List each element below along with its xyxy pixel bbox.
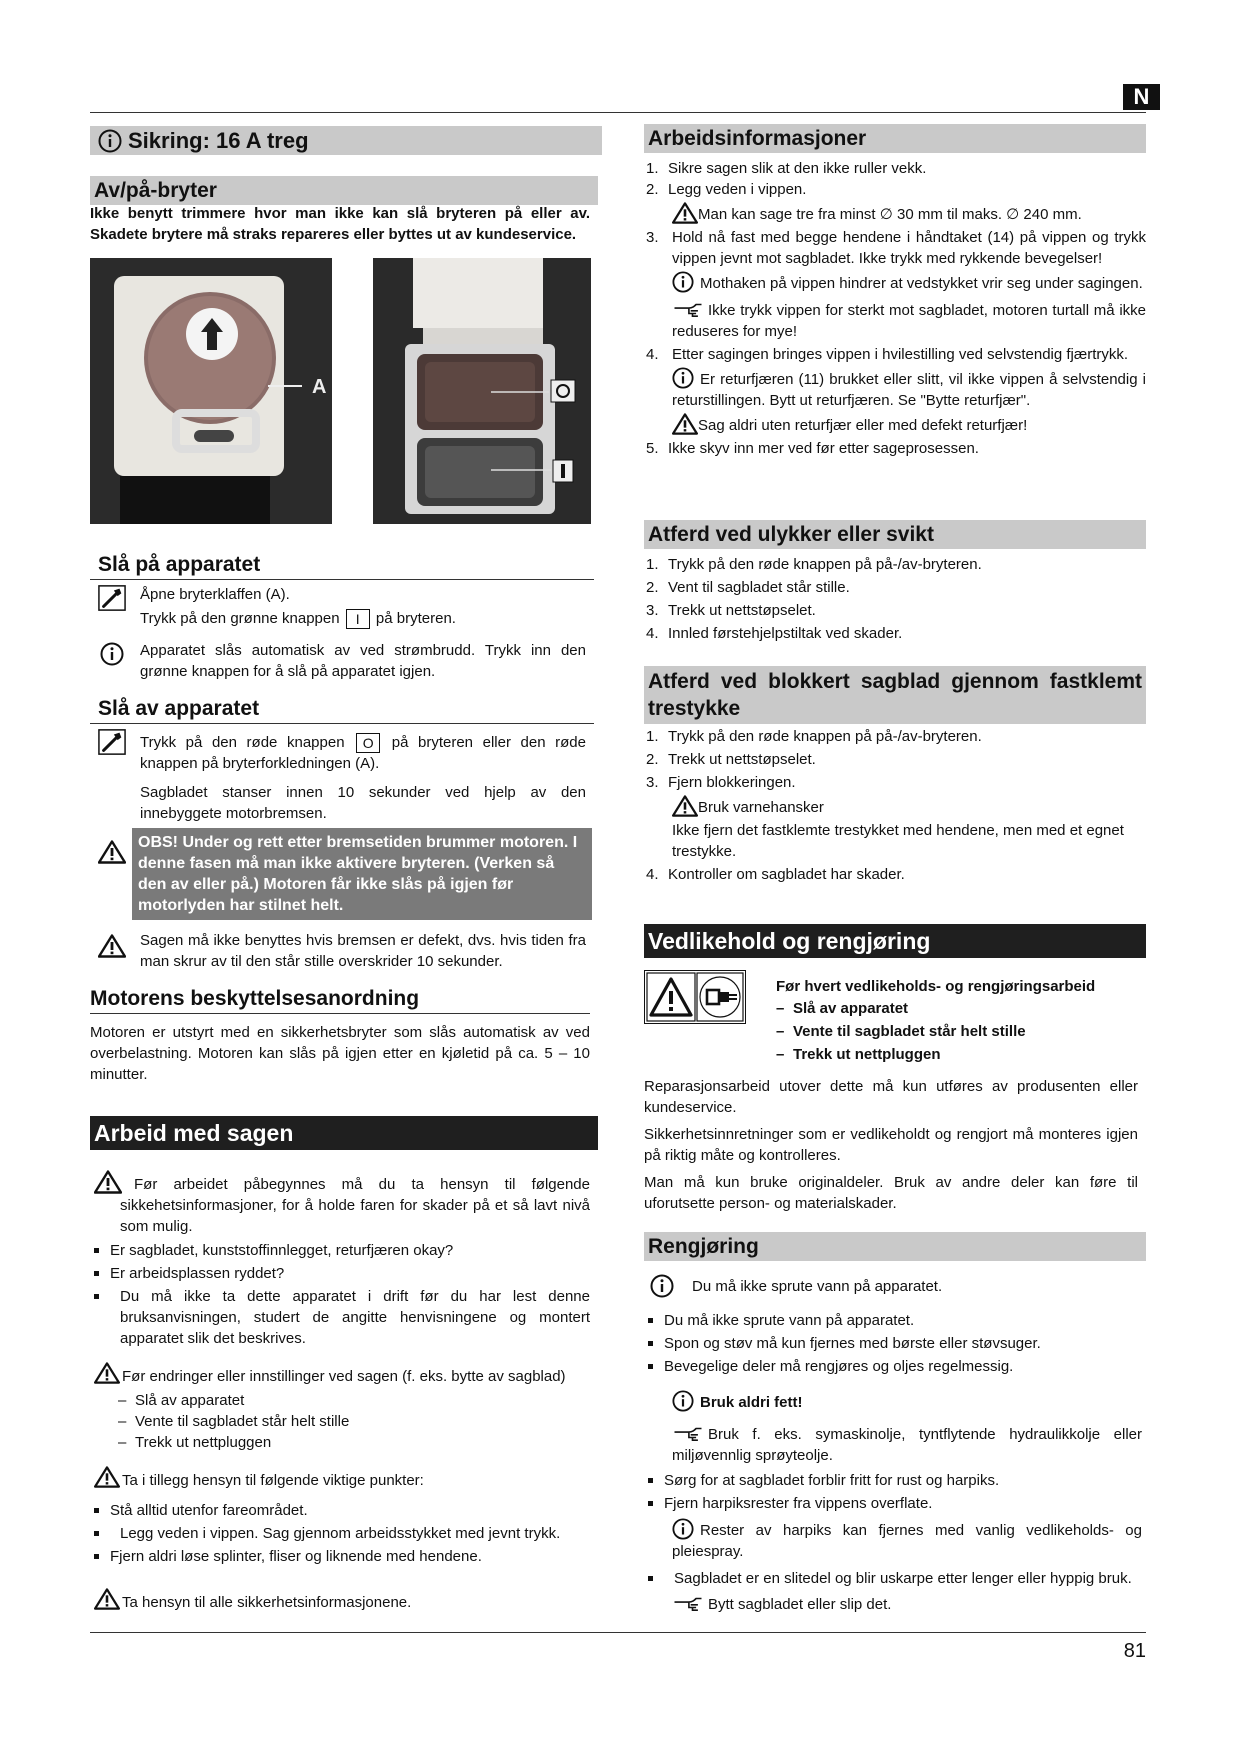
step-text: Hold nå fast med begge hendene i håndtaket (14) på vippen og trykk vippen jevnt mot sagbladet. Ikke trykk med rykkende bevegelser!: [672, 229, 1146, 267]
step3-info-text: Mothaken på vippen hindrer at vedstykket vrir seg under sagingen.: [700, 275, 1143, 292]
pointing-hand-icon: [672, 1424, 704, 1442]
cleaning-header: [644, 1232, 1146, 1261]
motor-protection-text: Motoren er utstyrt med en sikkerhetsbryter som slås automatisk av ved overbelastning. Motoren kan slås på igjen etter en kjøletid på ca. 5 – 10 minutter.: [90, 1024, 590, 1083]
step-text: Fjern blokkeringen.: [668, 774, 796, 791]
step-text: Kontroller om sagbladet har skader.: [668, 866, 905, 883]
info-icon: [650, 1274, 674, 1298]
turn-off-step1: [140, 732, 586, 774]
list-item: – Trekk ut nettpluggen: [748, 1044, 1146, 1065]
list-item: 2. Trekk ut nettstøpselet.: [646, 751, 816, 768]
work-info-list: [644, 158, 1146, 459]
info-icon: [672, 367, 694, 389]
warning-icon: [98, 840, 126, 864]
green-button-key: I: [346, 609, 370, 629]
step2-warning-text: Man kan sage tre fra minst ∅ 30 mm til maks. ∅ 240 mm.: [698, 206, 1082, 223]
switch-photo-closed: [90, 258, 332, 524]
step-text: Ikke skyv inn mer ved før etter sageprosessen.: [668, 440, 979, 457]
list-item: 2. Vent til sagbladet står stille.: [646, 579, 850, 596]
step-text: Etter sagingen bringes vippen i hvilestilling ved selvstendig fjærtrykk.: [672, 346, 1129, 363]
switch-header: [90, 176, 598, 205]
work-intro: Før arbeidet påbegynnes må du ta hensyn til følgende sikkehetsinformasjoner, for å holde faren for skader på et så lavt nivå som mulig.: [120, 1176, 590, 1235]
list-item: Du må ikke ta dette apparatet i drift før du har lest denne bruksanvisningen, studert de angitte henvisningene og montert apparatet slik det beskrives.: [90, 1286, 590, 1349]
turn-off-title: Slå av apparatet: [98, 697, 260, 720]
step4-warning: [644, 415, 1146, 436]
list-item: 4. Etter sagingen bringes vippen i hvilestilling ved selvstendig fjærtrykk.: [646, 346, 1129, 363]
resin-info: [672, 1520, 1142, 1562]
switch-open-illustration: [373, 258, 591, 524]
accident-header: [644, 520, 1146, 549]
warning-icon: [94, 1362, 120, 1384]
maintenance-p3: Man må kun bruke originaldeler. Bruk av andre deler kan føre til uforutsette person- og materialskader.: [644, 1174, 1138, 1212]
maintenance-icons-box: [644, 970, 746, 1024]
list-item: – Slå av apparatet: [748, 998, 1146, 1019]
blade-hint-text: Bytt sagbladet eller slip det.: [708, 1596, 892, 1613]
list-item: Sagbladet er en slitedel og blir uskarpe etter lenger eller hyppig bruk.: [644, 1568, 1146, 1589]
work-info-title: Arbeidsinformasjoner: [648, 127, 867, 150]
no-grease: [672, 1392, 1142, 1413]
blade-hint: [672, 1594, 1142, 1615]
work-checks-list: [90, 1238, 590, 1351]
motor-protection-header: [90, 984, 590, 1014]
list-item: 3. Fjern blokkeringen.: [646, 774, 796, 791]
maintenance-title: Vedlikehold og rengjøring: [648, 928, 931, 954]
list-item: – Vente til sagbladet står helt stille: [90, 1411, 590, 1432]
warning-icon: [94, 1588, 120, 1610]
list-item: 1. Sikre sagen slik at den ikke ruller vekk.: [646, 160, 927, 177]
warning-icon: [672, 202, 698, 224]
maintenance-box-title: Før hvert vedlikeholds- og rengjøringsarbeid: [776, 978, 1096, 995]
cleaning-items: [644, 1308, 1146, 1379]
oil-hint-text: Bruk f. eks. symaskinolje, tyntflytende hydraulikkolje eller miljøvennlig sprøyteolje.: [672, 1426, 1142, 1464]
warning-icon: [98, 934, 126, 958]
turn-on-step2-post: på bryteren.: [375, 610, 456, 627]
step2-warning: [644, 204, 1146, 225]
fuse-title: Sikring: 16 A treg: [128, 128, 309, 153]
turn-off-step2: Sagbladet stanser innen 10 sekunder ved hjelp av den innebyggete motorbremsen.: [140, 784, 586, 822]
step-text: Trykk på den røde knappen på på-/av-bryteren.: [668, 556, 982, 573]
warning-icon: [672, 413, 698, 435]
list-item: Bevegelige deler må rengjøres og oljes regelmessig.: [644, 1356, 1146, 1377]
warning-icon: [672, 795, 698, 817]
step-text: Legg veden i vippen.: [668, 181, 807, 198]
list-item: Fjern harpiksrester fra vippens overflate.: [644, 1493, 1146, 1514]
info-icon: [100, 642, 124, 666]
step4-info: [644, 369, 1146, 411]
turn-off-step1-pre: Trykk på den røde knappen: [140, 734, 345, 751]
blocked-warning-text: Bruk varnehansker: [698, 799, 824, 816]
maintenance-p1: Reparasjonsarbeid utover dette må kun utføres av produsenten eller kundeservice.: [644, 1078, 1138, 1116]
list-item: Er sagbladet, kunststoffinnlegget, returfjæren okay?: [90, 1240, 590, 1261]
work-header: [90, 1116, 598, 1150]
list-item: Sørg for at sagbladet forblir fritt for rust og harpiks.: [644, 1470, 1146, 1491]
language-badge: N: [1123, 84, 1160, 110]
list-item: – Trekk ut nettpluggen: [90, 1432, 590, 1453]
page-number: 81: [1123, 1640, 1146, 1662]
switch-closed-illustration: [90, 258, 332, 524]
blocked-warning: [644, 797, 1146, 818]
turn-on-title: Slå på apparatet: [98, 553, 261, 576]
pointing-hand-icon: [672, 300, 704, 318]
blade-item-list: [644, 1566, 1146, 1591]
list-item: 3. Hold nå fast med begge hendene i håndtaket (14) på vippen og trykk vippen jevnt mot sagbladet. Ikke trykk med rykkende bevegelser!: [646, 229, 1146, 267]
warning-icon: [94, 1466, 120, 1488]
list-item: 4. Innled førstehjelpstiltak ved skader.: [646, 625, 903, 642]
turn-on-info: Apparatet slås automatisk av ved strømbrudd. Trykk inn den grønne knappen for å slå på apparatet igjen.: [140, 642, 586, 680]
switch-warning: Ikke benytt trimmere hvor man ikke kan slå bryteren på eller av. Skadete brytere må straks repareres eller byttes ut av kundeservice.: [90, 205, 590, 243]
switch-photo-open: [373, 258, 591, 524]
info-icon: [98, 129, 122, 153]
info-icon: [672, 1518, 694, 1540]
bottom-rule: [90, 1632, 1146, 1633]
list-item: Stå alltid utenfor fareområdet.: [90, 1500, 590, 1521]
list-item: – Slå av apparatet: [90, 1390, 590, 1411]
motor-protection-title: Motorens beskyttelsesanordning: [90, 987, 420, 1010]
list-item: – Vente til sagbladet står helt stille: [748, 1021, 1146, 1042]
before-changes: Før endringer eller innstillinger ved sagen (f. eks. bytte av sagblad): [122, 1368, 566, 1385]
top-rule: [90, 112, 1146, 113]
obs-warning-box: OBS! Under og rett etter bremsetiden brummer motoren. I denne fasen må man ikke aktivere bryteren. (Verken så den av eller på.) Motoren får ikke slås på igjen før motorlyden har stilnet helt.: [132, 828, 592, 920]
turn-off-step1-post: på bryteren eller den røde knappen på bryterforkledningen (A).: [140, 734, 586, 773]
blocked-text: Ikke fjern det fastklemte trestykket med hendene, men med et egnet trestykke.: [672, 822, 1124, 860]
step3-hint: [644, 300, 1146, 342]
red-button-key: O: [356, 733, 380, 753]
no-grease-text: Bruk aldri fett!: [700, 1394, 803, 1411]
list-item: 5. Ikke skyv inn mer ved før etter sageprosessen.: [646, 440, 979, 457]
list-item: 1. Trykk på den røde knappen på på-/av-bryteren.: [646, 728, 982, 745]
cleaning-items-2: [644, 1468, 1146, 1516]
step3-hint-text: Ikke trykk vippen for sterkt mot sagbladet, motoren turtall må ikke reduseres for mye!: [672, 302, 1146, 340]
step3-info: [644, 273, 1146, 294]
also-note: Ta i tillegg hensyn til følgende viktige punkter:: [122, 1472, 424, 1489]
step-text: Trekk ut nettstøpselet.: [668, 602, 816, 619]
list-item: Spon og støv må kun fjernes med børste eller støvsuger.: [644, 1333, 1146, 1354]
maintenance-header: [644, 924, 1146, 958]
fuse-header: [90, 126, 602, 155]
list-item: Fjern aldri løse splinter, fliser og liknende med hendene.: [90, 1546, 590, 1567]
turn-off-header: [90, 694, 594, 724]
list-item: Er arbeidsplassen ryddet?: [90, 1263, 590, 1284]
accident-steps: [644, 554, 1146, 644]
warning-plug-icon: [645, 971, 745, 1023]
step4-info-text: Er returfjæren (11) brukket eller slitt, vil ikke vippen å selvstendig i returstillingen. Bytt ut returfjæren. Se "Bytte returfjær".: [672, 371, 1146, 409]
blocked-header: [644, 666, 1146, 724]
maintenance-p2: Sikkerhetsinnretninger som er vedlikeholdt og rengjort må monteres igjen på riktig måte og kontrolleres.: [644, 1126, 1138, 1164]
points-list: [90, 1498, 590, 1569]
list-item: Du må ikke sprute vann på apparatet.: [644, 1310, 1146, 1331]
step-text: Innled førstehjelpstiltak ved skader.: [668, 625, 903, 642]
list-item: Legg veden i vippen. Sag gjennom arbeidsstykket med jevnt trykk.: [90, 1523, 590, 1544]
before-changes-steps: [90, 1390, 590, 1453]
resin-info-text: Rester av harpiks kan fjernes med vanlig vedlikeholds- og pleiespray.: [672, 1522, 1142, 1560]
accident-title: Atferd ved ulykker eller svikt: [648, 523, 934, 546]
list-item: 1. Trykk på den røde knappen på på-/av-bryteren.: [646, 556, 982, 573]
blocked-title: Atferd ved blokkert sagblad gjennom fastklemt trestykke: [648, 670, 1142, 720]
photo-label-a: A: [312, 376, 327, 398]
step-text: Trykk på den røde knappen på på-/av-bryteren.: [668, 728, 982, 745]
list-item: 2. Legg veden i vippen.: [646, 181, 807, 198]
turn-on-step1: Åpne bryterklaffen (A).: [140, 586, 290, 603]
wrench-icon: [98, 584, 126, 612]
step4-warning-text: Sag aldri uten returfjær eller med defekt returfjær!: [698, 417, 1028, 434]
turn-on-step2: [140, 608, 590, 629]
cleaning-title: Rengjøring: [648, 1235, 759, 1258]
final-note: Ta hensyn til alle sikkerhetsinformasjonene.: [122, 1594, 412, 1611]
step-text: Trekk ut nettstøpselet.: [668, 751, 816, 768]
list-item: 3. Trekk ut nettstøpselet.: [646, 602, 816, 619]
wrench-icon: [98, 728, 126, 756]
warning-icon: [94, 1170, 122, 1194]
oil-hint: [672, 1424, 1142, 1466]
info-icon: [672, 271, 694, 293]
work-title: Arbeid med sagen: [94, 1120, 294, 1146]
maintenance-box-steps: [748, 998, 1146, 1065]
blocked-list: [644, 726, 1146, 885]
step-text: Vent til sagbladet står stille.: [668, 579, 850, 596]
turn-on-header: [90, 550, 594, 580]
info-icon: [672, 1390, 694, 1412]
cleaning-info: Du må ikke sprute vann på apparatet.: [692, 1278, 943, 1295]
work-info-header: [644, 124, 1146, 153]
list-item: 4. Kontroller om sagbladet har skader.: [646, 866, 905, 883]
switch-title: Av/på-bryter: [94, 179, 217, 202]
step-text: Sikre sagen slik at den ikke ruller vekk.: [668, 160, 927, 177]
brake-warning: Sagen må ikke benyttes hvis bremsen er defekt, dvs. hvis tiden fra man skrur av til den står stille overskrider 10 sekunder.: [140, 932, 586, 970]
pointing-hand-icon: [672, 1594, 704, 1612]
turn-on-step2-pre: Trykk på den grønne knappen: [140, 610, 340, 627]
